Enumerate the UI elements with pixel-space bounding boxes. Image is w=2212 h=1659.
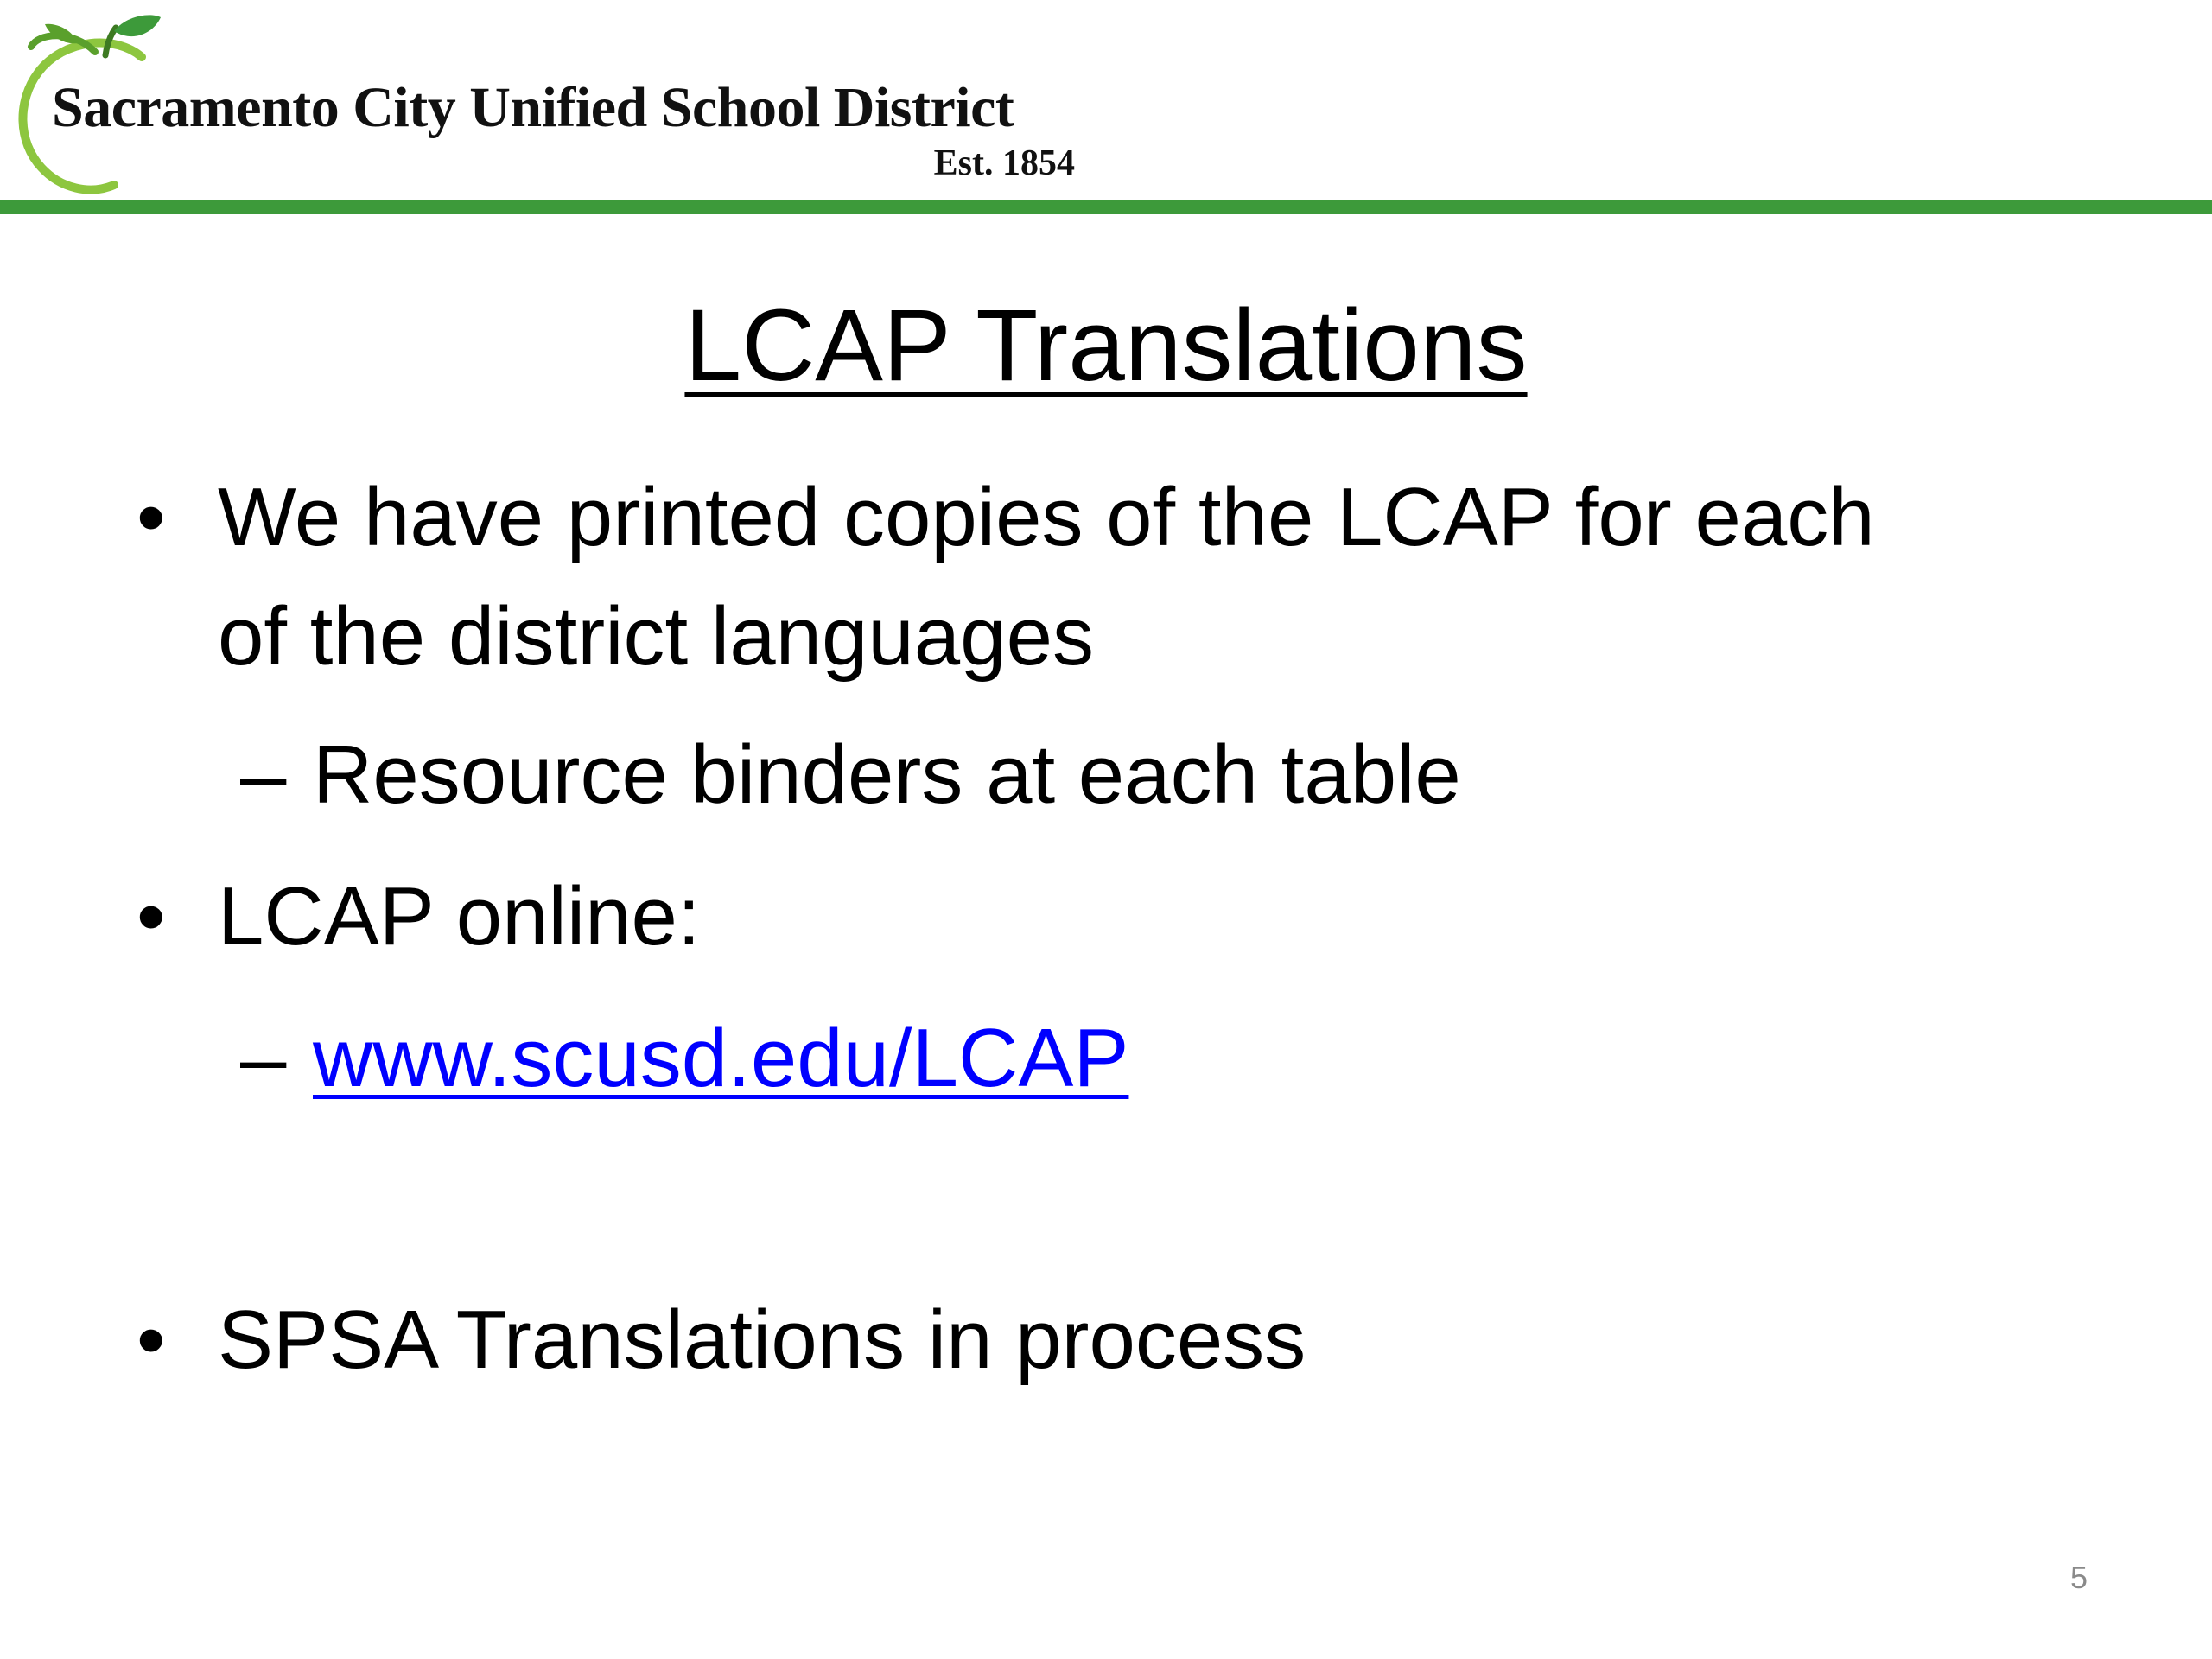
district-established: Est. 1854 (933, 143, 1075, 183)
dash-marker: – (240, 728, 287, 821)
bullet-marker: • (137, 1294, 166, 1386)
dash-marker: – (240, 1012, 287, 1104)
bullet-text: We have printed copies of the LCAP for each (218, 471, 1875, 563)
bullet-text-continued: of the district languages (218, 590, 1094, 683)
header-divider (0, 200, 2212, 214)
slide-title-text: LCAP Translations (684, 289, 1528, 403)
district-logo (12, 12, 1075, 194)
bullet-text: SPSA Translations in process (218, 1294, 1306, 1386)
lcap-link[interactable]: www.scusd.edu/LCAP (313, 1012, 1129, 1104)
district-name: Sacramento City Unified School District (52, 76, 1014, 139)
sub-bullet-text: Resource binders at each table (313, 728, 1461, 821)
slide-number: 5 (2069, 1560, 2088, 1595)
bullet-text: LCAP online: (218, 870, 701, 963)
bullet-marker: • (137, 870, 166, 963)
slide-title (0, 290, 2212, 403)
bullet-marker: • (137, 471, 166, 563)
